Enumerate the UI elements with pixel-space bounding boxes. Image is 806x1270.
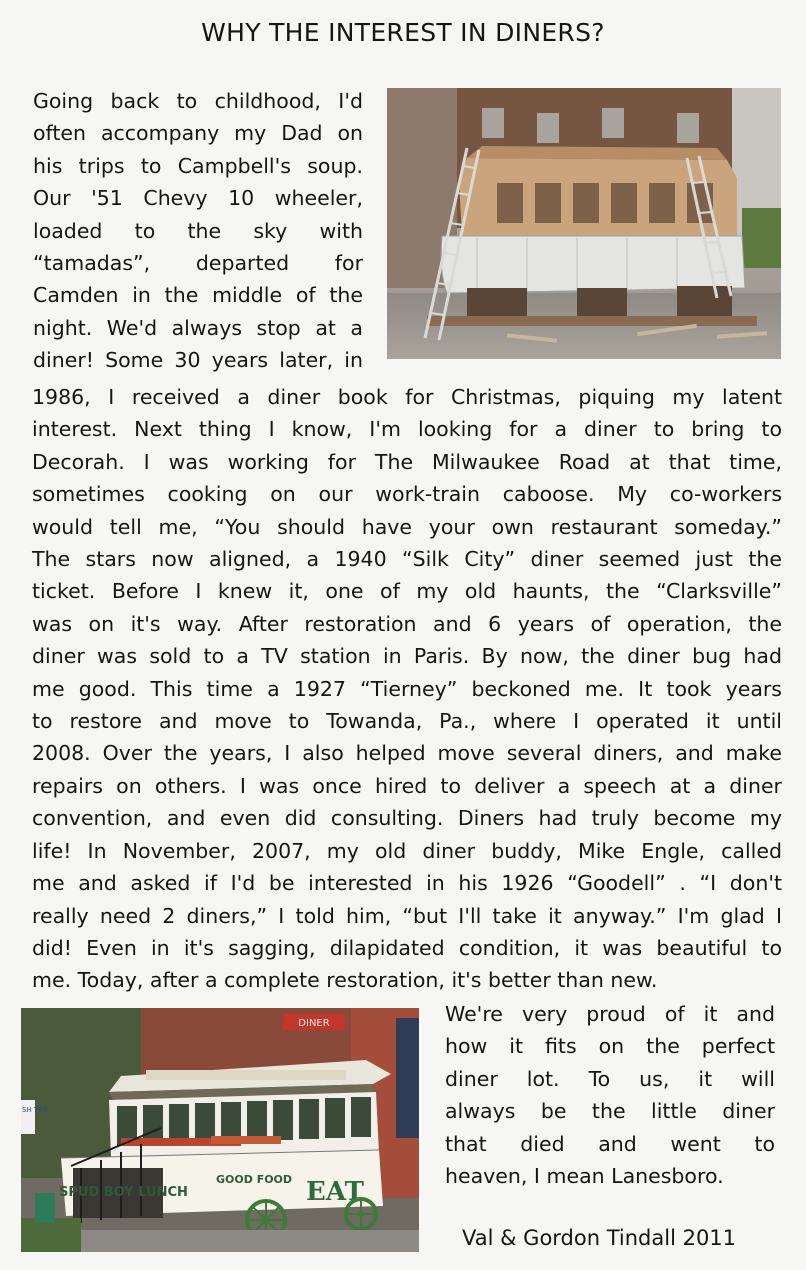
text-line: me and asked if I'd be interested in his 1926 “Goodell” . “I don't — [32, 871, 782, 896]
restored-diner-image — [21, 1008, 419, 1252]
signature: Val & Gordon Tindall 2011 — [462, 1226, 737, 1250]
text-line: me good. This time a 1927 “Tierney” beckoned me. It took years — [32, 676, 782, 701]
page-title: WHY THE INTEREST IN DINERS? — [201, 18, 605, 47]
text-line: Our '51 Chevy 10 wheeler, — [33, 186, 363, 211]
text-line: did! Even in it's sagging, dilapidated condition, it was beautiful to — [32, 935, 782, 960]
roof-sign-text: DINER — [298, 1018, 330, 1029]
intro-paragraph — [33, 85, 363, 377]
text-line: ticket. Before I knew it, one of my old haunts, the “Clarksville” — [32, 579, 782, 604]
text-line: really need 2 diners,” I told him, “but I'll take it anyway.” I'm glad I — [32, 903, 782, 928]
text-line: 1986, I received a diner book for Christmas, piquing my latent — [32, 385, 782, 409]
text-line: interest. Next thing I know, I'm looking for a diner to bring to — [32, 417, 782, 442]
text-line: convention, and even did consulting. Diners had truly become my — [32, 806, 782, 831]
diner-restoration-photo — [387, 88, 781, 359]
text-line: We're very proud of it and — [445, 1002, 775, 1026]
restoration-photo-image — [387, 88, 781, 359]
good-food-sign-text: GOOD FOOD — [216, 1173, 293, 1186]
text-line: 2008. Over the years, I also helped move several diners, and make — [32, 741, 782, 766]
restored-diner-photo — [21, 1008, 419, 1252]
wagon-wheel-icon — [346, 1199, 376, 1229]
spud-boy-sign-text: SPUD BOY LUNCH — [59, 1185, 188, 1200]
text-line: “tamadas”, departed for — [33, 251, 363, 276]
closing-paragraph — [445, 998, 775, 1192]
text-line: repairs on others. I was once hired to deliver a speech at a diner — [32, 773, 782, 798]
text-line: Decorah. I was working for The Milwaukee Road at that time, — [32, 449, 782, 474]
text-line: night. We'd always stop at a — [33, 315, 363, 340]
text-line: diner was sold to a TV station in Paris. By now, the diner bug had — [32, 644, 782, 669]
text-line: me. Today, after a complete restoration, it's better than new. — [32, 968, 658, 993]
text-line: diner! Some 30 years later, in — [33, 348, 363, 373]
text-line: The stars now aligned, a 1940 “Silk City” diner seemed just the — [32, 547, 782, 572]
text-line: sometimes cooking on our work-train caboose. My co-workers — [32, 482, 782, 507]
text-line: would tell me, “You should have your own restaurant someday.” — [32, 514, 782, 539]
text-line: loaded to the sky with — [33, 218, 363, 243]
text-line: diner lot. To us, it will — [445, 1066, 775, 1091]
text-line: often accompany my Dad on — [33, 121, 363, 146]
main-paragraph — [32, 381, 782, 997]
text-line: life! In November, 2007, my old diner buddy, Mike Engle, called — [32, 838, 782, 863]
text-line: heaven, I mean Lanesboro. — [445, 1164, 724, 1189]
edge-sign-text: SH TRS — [22, 1106, 48, 1114]
text-line: how it fits on the perfect — [445, 1034, 775, 1059]
text-line: that died and went to — [445, 1131, 775, 1156]
text-line: was on it's way. After restoration and 6 years of operation, the — [32, 611, 782, 636]
text-line: Going back to childhood, I'd — [33, 89, 363, 113]
eat-sign-text: EAT — [306, 1177, 364, 1207]
text-line: to restore and move to Towanda, Pa., where I operated it until — [32, 709, 782, 734]
text-line: his trips to Campbell's soup. — [33, 153, 363, 178]
text-line: Camden in the middle of the — [33, 283, 363, 308]
text-line: always be the little diner — [445, 1099, 775, 1124]
